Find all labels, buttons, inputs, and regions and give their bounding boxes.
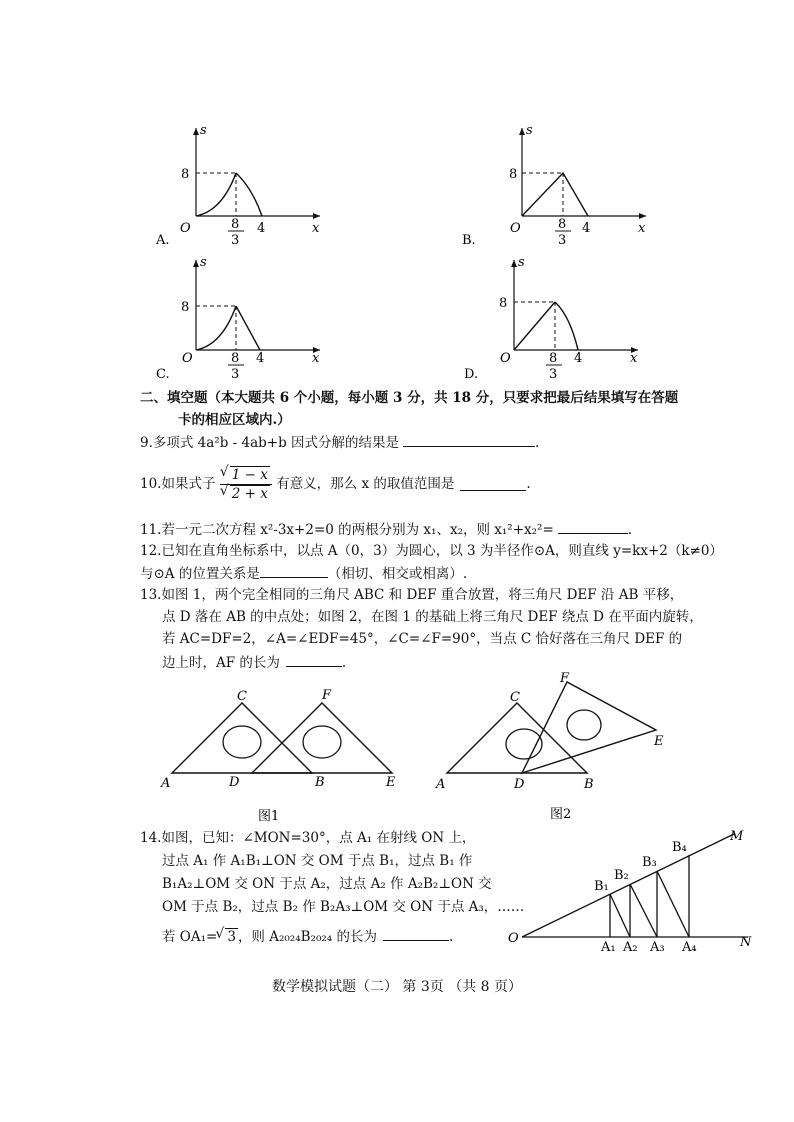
fig2-E: E <box>654 734 664 749</box>
question-9 <box>140 434 539 452</box>
q12-line1: 12.已知在直角坐标系中，以点 A（0，3）为圆心，以 3 为半径作⊙A，则直线 y=kx+2（k≠0） <box>140 543 723 559</box>
q14-sqrt: √ 3 <box>225 928 238 946</box>
fig1-F: F <box>322 688 332 703</box>
q10-prefix: 10.如果式子 <box>140 475 216 492</box>
graph-a-8: 8 <box>181 167 190 182</box>
q13-line2: 点 D 落在 AB 的中点处；如图 2，在图 1 的基础上将三角尺 DEF 绕点 D 在平面内旋转， <box>162 609 703 625</box>
graph-a-x: x <box>312 221 320 236</box>
fig3-O: O <box>508 931 519 946</box>
graph-b-svg <box>462 118 682 248</box>
fig2-caption: 图2 <box>550 807 572 822</box>
q14-line5b: ，则 A₂₀₂₄B₂₀₂₄ 的长为 <box>237 929 377 945</box>
graph-c-x: x <box>312 351 320 366</box>
fig2-B: B <box>584 777 594 792</box>
graph-a-label: A. <box>156 233 170 248</box>
page-footer: 数学模拟试题（二） 第 3页 （共 8 页） <box>271 979 523 995</box>
q13-line1: 13.如图 1，两个完全相同的三角尺 ABC 和 DEF 重合放置，将三角尺 DEF 沿 AB 平移， <box>140 587 684 603</box>
fig1-A: A <box>161 776 171 791</box>
graph-c-label: C. <box>156 367 170 382</box>
q14-line3: B₁A₂⊥OM 交 ON 于点 A₂，过点 A₂ 作 A₂B₂⊥ON 交 <box>162 876 492 892</box>
graph-option-d <box>462 254 682 384</box>
graph-c-4: 4 <box>256 351 265 366</box>
q10-answer-blank[interactable] <box>460 478 526 491</box>
figure-2 <box>430 668 690 828</box>
fig3-B3: B₃ <box>642 855 657 870</box>
graph-c-s: s <box>200 255 207 270</box>
q14-line1: 14.如图，已知：∠MON=30°，点 A₁ 在射线 ON 上， <box>140 830 476 846</box>
fig3-N: N <box>740 935 752 950</box>
fig1-caption: 图1 <box>258 809 280 822</box>
graph-d-8: 8 <box>499 296 508 311</box>
question-14-line5 <box>162 928 453 946</box>
graph-b-8: 8 <box>509 167 518 182</box>
graph-a-s: s <box>200 123 207 138</box>
graph-b-s: s <box>526 123 533 138</box>
q10-num-radicand: √ 1 − x <box>230 466 270 484</box>
fig3-A3: A₃ <box>650 940 665 955</box>
figure-3 <box>500 820 760 960</box>
q11-end: . <box>627 522 633 538</box>
q12-line2b: （相切、相交或相离）. <box>327 566 468 582</box>
graph-a-o: O <box>180 221 191 236</box>
graph-b-frac-num: 8 <box>558 217 567 232</box>
question-11 <box>140 521 632 539</box>
q14-line4: OM 于点 B₂，过点 B₂ 作 B₂A₃⊥OM 交 ON 于点 A₃，…… <box>162 899 525 915</box>
q14-line5-end: . <box>449 929 454 945</box>
fig3-B2: B₂ <box>614 868 629 883</box>
fig3-A1: A₁ <box>601 940 616 955</box>
fig1-C: C <box>237 689 247 704</box>
graph-c-svg <box>150 254 370 384</box>
graph-c-frac-num: 8 <box>231 351 240 366</box>
q14-answer-blank[interactable] <box>383 928 449 941</box>
fig3-M: M <box>730 829 744 844</box>
graph-a-svg <box>150 118 370 248</box>
graph-option-b <box>462 118 682 248</box>
graph-b-frac-den: 3 <box>558 233 567 248</box>
graph-a-frac-den: 3 <box>231 233 240 248</box>
question-13-line4 <box>162 654 346 672</box>
q13-line4-text: 边上时，AF 的长为 <box>162 655 280 671</box>
fig1-D: D <box>229 775 240 790</box>
q14-line2: 过点 A₁ 作 A₁B₁⊥ON 交 OM 于点 B₁，过点 B₁ 作 <box>162 853 473 869</box>
graph-d-svg <box>462 254 682 384</box>
q10-end: . <box>526 475 531 492</box>
q13-answer-blank[interactable] <box>286 654 342 667</box>
q9-answer-blank[interactable] <box>403 434 535 447</box>
question-12-line2 <box>140 565 467 583</box>
fig3-A2: A₂ <box>623 940 638 955</box>
fig3-B1: B₁ <box>594 879 609 894</box>
graph-a-frac-num: 8 <box>231 217 240 232</box>
graph-d-o: O <box>500 351 511 366</box>
graph-b-4: 4 <box>582 221 591 236</box>
graph-d-frac-den: 3 <box>549 367 558 382</box>
graph-d-s: s <box>518 255 525 270</box>
fig2-F: F <box>560 671 570 686</box>
fig3-B4: B₄ <box>672 840 687 855</box>
fig2-C: C <box>510 690 520 705</box>
section2-title-line2: 卡的相应区域内.） <box>178 412 291 428</box>
graph-option-a <box>150 118 370 248</box>
section2-title-line1: 二、填空题（本大题共 6 个小题，每小题 3 分，共 18 分，只要求把最后结果填写在答题 <box>140 390 679 406</box>
q11-text: 11.若一元二次方程 x²-3x+2=0 的两根分别为 x₁、x₂，则 x₁²+x₂²= <box>140 522 554 538</box>
fig2-A: A <box>436 777 446 792</box>
q9-end: . <box>535 435 540 451</box>
graph-a-4: 4 <box>257 221 266 236</box>
fig2-D: D <box>514 777 525 792</box>
q13-line3: 若 AC=DF=2，∠A=∠EDF=45°，∠C=∠F=90°，当点 C 恰好落在三角尺 DEF 的 <box>162 631 683 647</box>
fig1-B: B <box>315 775 325 790</box>
graph-option-c <box>150 254 370 384</box>
q10-fraction <box>220 466 272 503</box>
graph-c-8: 8 <box>181 300 190 315</box>
q14-line5a: 若 OA₁= <box>162 929 218 945</box>
graph-d-label: D. <box>464 367 479 382</box>
graph-b-label: B. <box>462 233 476 248</box>
q11-answer-blank[interactable] <box>558 521 628 534</box>
q10-den-radicand: √ 2 + x <box>230 485 270 503</box>
graph-d-4: 4 <box>574 351 583 366</box>
graph-d-frac-num: 8 <box>549 351 558 366</box>
question-10 <box>140 466 531 503</box>
graph-c-frac-den: 3 <box>231 367 240 382</box>
q12-line2a: 与⊙A 的位置关系是 <box>140 566 260 582</box>
graph-b-x: x <box>638 221 646 236</box>
fig1-E: E <box>386 775 396 790</box>
graph-d-x: x <box>630 351 638 366</box>
graph-b-o: O <box>510 221 521 236</box>
q12-answer-blank[interactable] <box>260 565 328 578</box>
q13-line4-end: . <box>341 655 347 671</box>
figure-1 <box>150 682 410 822</box>
fig3-A4: A₄ <box>682 940 697 955</box>
q9-text: 9.多项式 4a²b - 4ab+b 因式分解的结果是 <box>140 435 400 451</box>
graph-c-o: O <box>182 351 193 366</box>
q10-suffix: 有意义，那么 x 的取值范围是 <box>276 475 455 492</box>
